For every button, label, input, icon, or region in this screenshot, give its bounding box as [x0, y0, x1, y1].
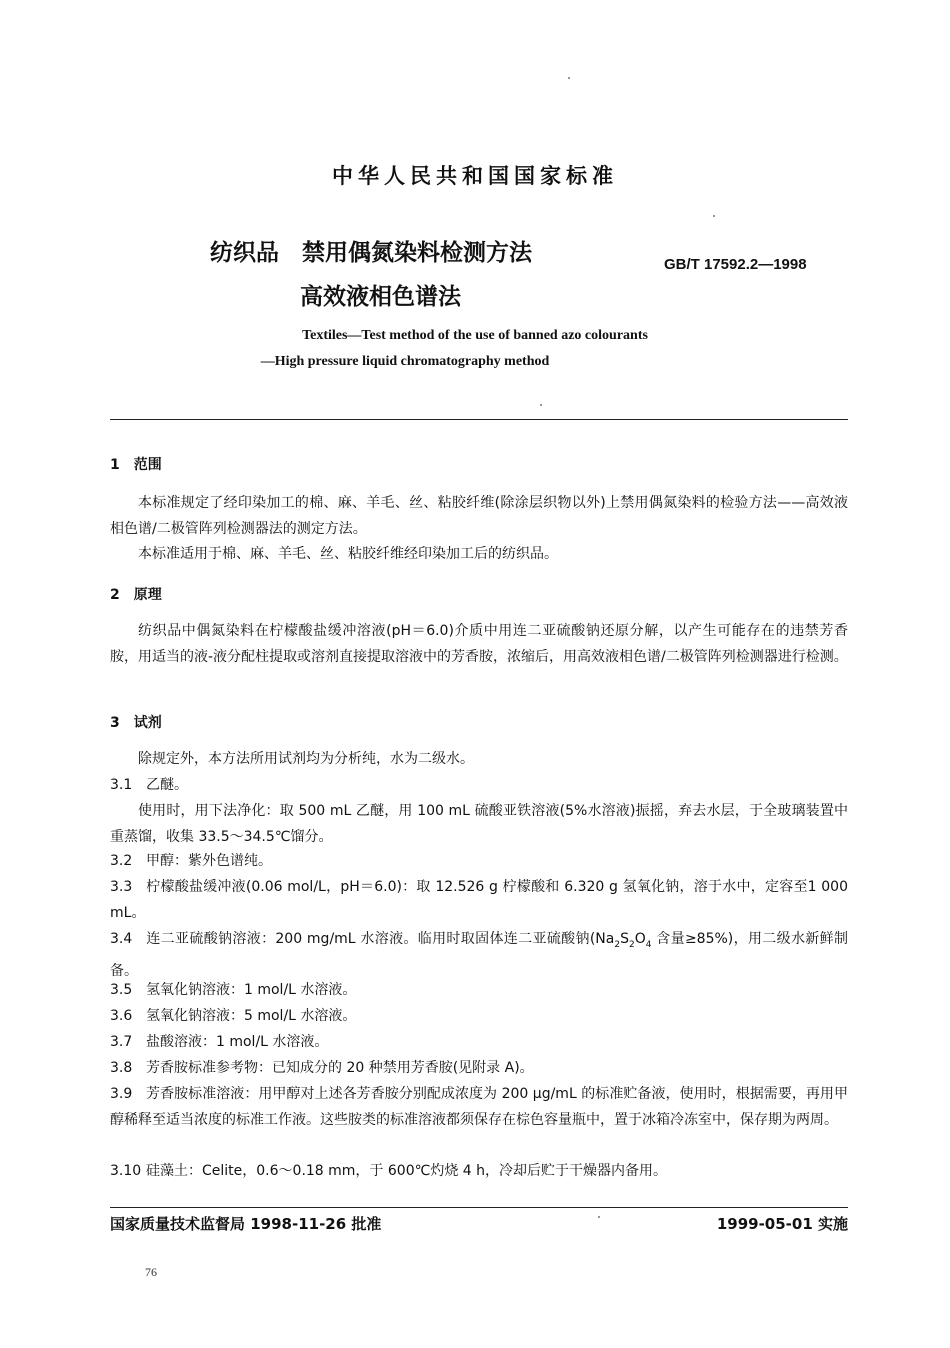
national-standard-heading: 中华人民共和国国家标准 [332, 164, 618, 188]
item-text: 芳香胺标准溶液：用甲醇对上述各芳香胺分别配成浓度为 200 μg/mL 的标准贮备液，使用时，根据需要，再用甲醇稀释至适当浓度的标准工作液。这些胺类的标准溶液都须保存在棕色容量瓶中，置于冰箱冷冻室中，保存期为两周。 [110, 1086, 848, 1128]
scan-speck [540, 404, 542, 406]
item-number: 3.3 [110, 879, 133, 895]
standard-code: GB/T 17592.2—1998 [664, 256, 807, 273]
reagent-item-3-7 [110, 1029, 848, 1055]
item-text: 甲醇：紫外色谱纯。 [146, 853, 272, 869]
item-text: 乙醚。 [146, 777, 188, 793]
reagent-item-3-3 [110, 874, 848, 926]
scan-speck [598, 1216, 600, 1218]
scope-paragraph-1: 本标准规定了经印染加工的棉、麻、羊毛、丝、粘胶纤维(除涂层织物以外)上禁用偶氮染料的检验方法——高效液相色谱/二极管阵列检测器法的测定方法。 [110, 495, 848, 537]
item-text: 氢氧化钠溶液：1 mol/L 水溶液。 [146, 982, 357, 998]
subscript: 2 [614, 939, 621, 950]
title-chinese-line2: 高效液相色谱法 [300, 284, 461, 310]
subscript: 4 [645, 939, 652, 950]
item-number: 3.1 [110, 777, 133, 793]
effective-date-line: 1999-05-01 实施 [716, 1215, 848, 1233]
item-text: 柠檬酸盐缓冲液(0.06 mol/L，pH＝6.0)：取 12.526 g 柠檬酸和 6.320 g 氢氧化钠，溶于水中，定容至1 000 mL。 [110, 879, 848, 921]
reagent-item-3-2 [110, 848, 848, 874]
item-number: 3.7 [110, 1034, 133, 1050]
item-number: 3.9 [110, 1086, 133, 1102]
reagent-item-3-1-note: 使用时，用下法净化：取 500 mL 乙醚，用 100 mL 硫酸亚铁溶液(5%水溶液)振摇，弃去水层，于全玻璃装置中重蒸馏，收集 33.5～34.5℃馏分。 [110, 803, 848, 845]
approval-line: 国家质量技术监督局 1998-11-26 批准 [110, 1215, 382, 1233]
item-number: 3.5 [110, 982, 133, 998]
page-number: 76 [145, 1265, 157, 1279]
reagent-item-3-8 [110, 1055, 848, 1081]
scope-paragraph-2: 本标准适用于棉、麻、羊毛、丝、粘胶纤维经印染加工后的纺织品。 [138, 546, 558, 562]
reagent-item-3-5 [110, 977, 848, 1003]
item-number: 3.6 [110, 1008, 133, 1024]
item-number: 3.10 [110, 1163, 142, 1179]
item-number: 3.8 [110, 1060, 133, 1076]
reagent-item-3-1 [110, 772, 848, 798]
footer-divider [110, 1207, 848, 1208]
title-english-line1: Textiles—Test method of the use of banned azo colourants [302, 328, 648, 343]
item-text: S [620, 931, 629, 947]
reagent-item-3-4 [110, 926, 848, 984]
reagent-item-3-10 [110, 1158, 848, 1184]
principle-paragraph: 纺织品中偶氮染料在柠檬酸盐缓冲溶液(pH＝6.0)介质中用连二亚硫酸钠还原分解，以产生可能存在的违禁芳香胺，用适当的液-液分配柱提取或溶剂直接提取溶液中的芳香胺，浓缩后，用高效液相色谱/二极管阵列检测器进行检测。 [110, 623, 848, 665]
section-heading-scope: 1 范围 [110, 457, 162, 473]
section-heading-principle: 2 原理 [110, 587, 162, 603]
reagent-item-3-6 [110, 1003, 848, 1029]
subscript: 2 [628, 939, 635, 950]
item-text: 硅藻土：Celite，0.6～0.18 mm，于 600℃灼烧 4 h，冷却后贮于干燥器内备用。 [146, 1163, 668, 1179]
item-text: 连二亚硫酸钠溶液：200 mg/mL 水溶液。临用时取固体连二亚硫酸钠(Na [146, 931, 615, 947]
item-text: 盐酸溶液：1 mol/L 水溶液。 [146, 1034, 329, 1050]
section-heading-reagents: 3 试剂 [110, 715, 162, 731]
header-divider [110, 419, 848, 420]
item-text: O [634, 931, 646, 947]
scan-speck [713, 215, 715, 217]
item-text: 芳香胺标准参考物：已知成分的 20 种禁用芳香胺(见附录 A)。 [146, 1060, 534, 1076]
item-text: 含量≥85%)，用二级水新鲜制备。 [110, 931, 848, 979]
item-number: 3.4 [110, 931, 133, 947]
title-chinese-line1: 纺织品 禁用偶氮染料检测方法 [210, 240, 532, 266]
reagent-item-3-9 [110, 1081, 848, 1133]
reagents-intro: 除规定外，本方法所用试剂均为分析纯，水为二级水。 [138, 751, 474, 767]
title-english-line2: —High pressure liquid chromatography method [260, 354, 550, 369]
scan-speck [568, 77, 570, 79]
item-text: 氢氧化钠溶液：5 mol/L 水溶液。 [146, 1008, 357, 1024]
item-number: 3.2 [110, 853, 133, 869]
